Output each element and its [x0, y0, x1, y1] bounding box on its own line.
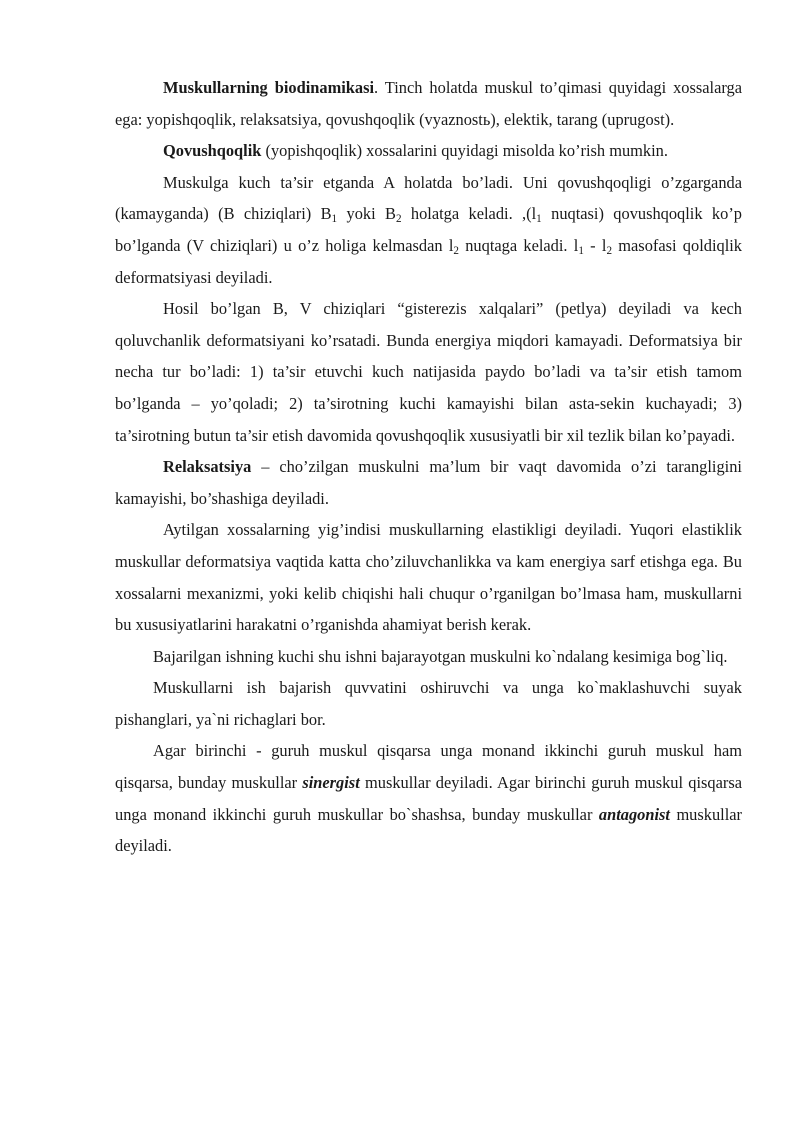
heading-qovushqoqlik: Qovushqoqlik	[163, 141, 262, 161]
paragraph-gisterezis: Hosil bo’lgan B, V chiziqlari “gisterezis xalqalari” (petlya) deyiladi va kech qoluvchanlik deformatsiyani ko’rsatadi. Bunda energiya miqdori kamayadi. Deformatsiya bir necha tur bo’ladi: 1) ta’sir etuvchi kuch natijasida paydo bo’ladi va ta’sir etish tamom bo’lganda – yo’qoladi; 2) ta’sirotning kuchi kamayishi bilan asta-sekin kuchayadi; 3) ta’sirotning butun ta’sir etish davomida qovushqoqlik xususiyatli bir xil tezlik bilan ko’payadi.	[115, 299, 742, 445]
term-sinergist: sinergist	[302, 773, 360, 793]
paragraph-elastiklik: Aytilgan xossalarning yig’indisi muskullarning elastikligi deyiladi. Yuqori elastiklik muskullar deformatsiya vaqtida katta cho’ziluvchanlikka va kam energiya sarf etishga ega. Bu xossalarni mexanizmi, yoki kelib chiqishi hali chuqur o’rganilgan bo’lmasa ham, muskullarni bu xususiyatlarini harakatni o’rganishda ahamiyat berish kerak.	[115, 520, 742, 635]
paragraph-text: – cho’zilgan muskulni ma’lum bir vaqt davomida o’zi tarangligini kamayishi, bo’shashiga deyiladi.	[115, 457, 742, 508]
subscript: 2	[453, 244, 459, 257]
text-fragment: Muskulga kuch ta’sir etganda A holatda bo’ladi. Uni qovushqoqligi o’zgarganda (kamayganda) (B chiziqlari) B	[115, 172, 742, 224]
paragraph-biodinamika	[115, 72, 742, 135]
text-fragment: yoki B	[337, 204, 396, 224]
paragraph-text: (yopishqoqlik) xossalarini quyidagi misolda ko’rish mumkin.	[261, 141, 668, 161]
subscript: 2	[395, 213, 402, 226]
paragraph-muskulga-kuch	[115, 167, 742, 293]
text-fragment: nuqtasi) qovushqoqlik ko’p bo’lganda (V chiziqlari) u o’z holiga kelmasdan l	[115, 204, 742, 255]
subscript: 1	[331, 213, 338, 226]
text-fragment: Agar birinchi - guruh muskul qisqarsa unga monand ikkinchi guruh muskul ham qisqarsa, bunday muskullar	[115, 741, 742, 793]
paragraph-relaksatsiya	[115, 451, 742, 514]
subscript: 2	[606, 244, 613, 257]
heading-relaksatsiya: Relaksatsiya	[163, 457, 252, 477]
text-fragment: holatga keladi. ,(l	[401, 204, 537, 224]
text-fragment: nuqtaga keladi. l	[458, 235, 579, 255]
term-antagonist: antagonist	[598, 804, 670, 824]
paragraph-text: . Tinch holatda muskul to’qimasi quyidagi xossalarga ega: yopishqoqlik, relaksatsiya, qovushqoqlik (vyaznostь), elektik, tarang (uprugost).	[115, 78, 742, 129]
text-fragment: masofasi qoldiqlik deformatsiyasi deyiladi.	[115, 235, 742, 287]
paragraph-richaglar: Muskullarni ish bajarish quvvatini oshiruvchi va unga ko`maklashuvchi suyak pishanglari, ya`ni richaglari bor.	[115, 678, 742, 729]
subscript: 1	[578, 244, 584, 257]
paragraph-qovushqoqlik	[115, 135, 742, 167]
text-fragment: - l	[583, 235, 607, 255]
paragraph-sinergist-antagonist	[115, 735, 742, 861]
heading-biodinamika: Muskullarning biodinamikasi	[163, 78, 375, 97]
text-fragment: muskullar deyiladi.	[115, 804, 742, 856]
paragraph-ish-kuchi: Bajarilgan ishning kuchi shu ishni bajarayotgan muskulni ko`ndalang kesimiga bog`liq.	[153, 646, 728, 666]
subscript: 1	[536, 213, 542, 226]
text-fragment: muskullar deyiladi. Agar birinchi guruh muskul qisqarsa unga monand ikkinchi guruh muskullar bo`shashsa, bunday muskullar	[115, 773, 742, 824]
